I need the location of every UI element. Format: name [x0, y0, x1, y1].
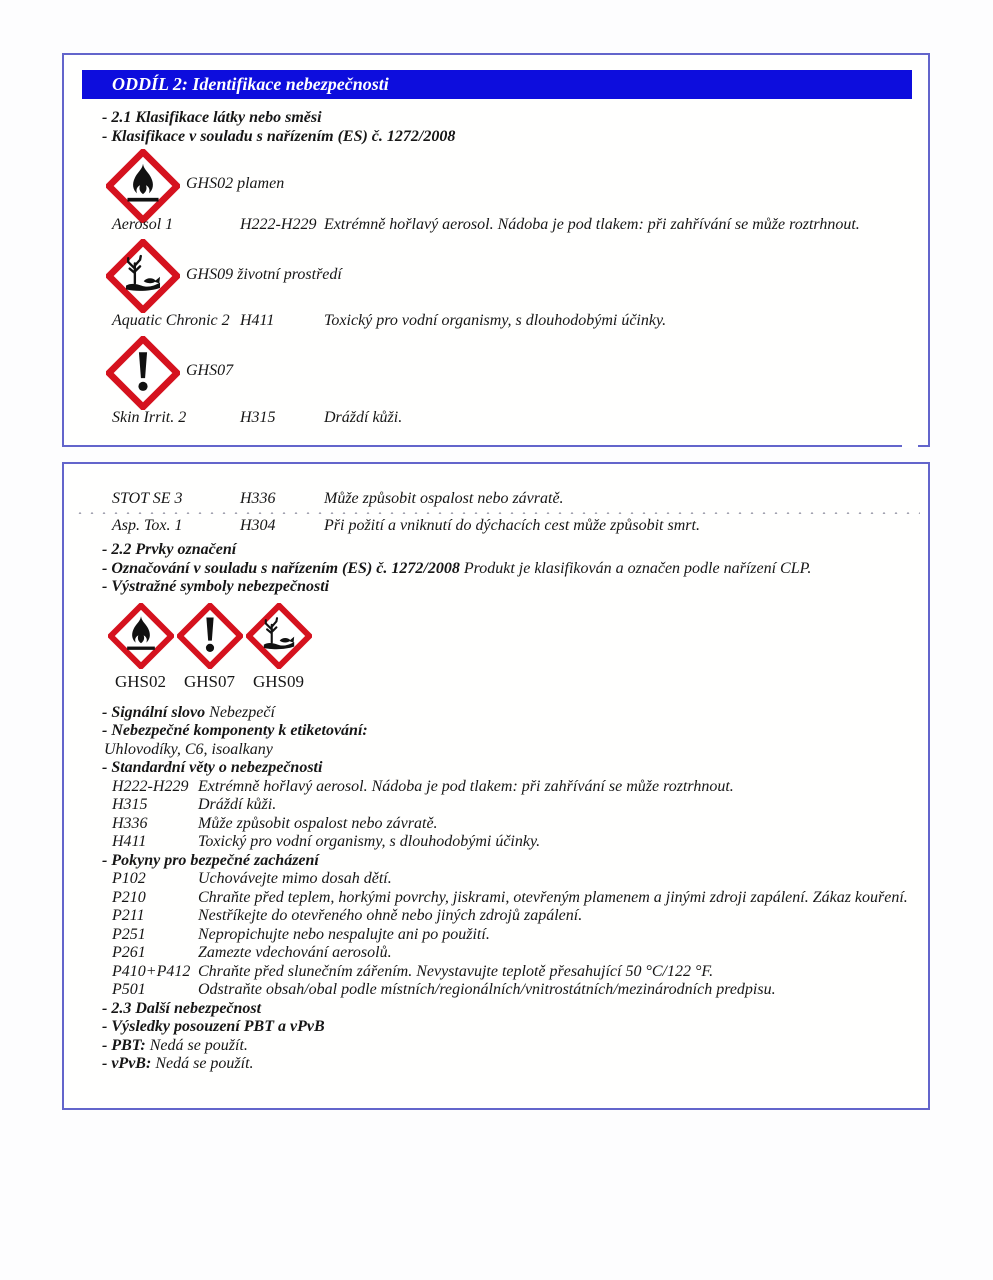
hazard-code: H336: [240, 490, 276, 507]
pictogram-cell-ghs09: [245, 603, 312, 692]
p-statement-row: [112, 889, 908, 908]
p-statement-row: [112, 907, 908, 926]
statement-code: H336: [112, 814, 148, 832]
pbt-label: - PBT:: [102, 1036, 146, 1054]
hazard-text: Může způsobit ospalost nebo závratě.: [324, 490, 564, 507]
statement-code: H315: [112, 796, 148, 813]
hazard-identification-panel-bottom: [62, 462, 930, 1110]
precautionary-statements-heading: - Pokyny pro bezpečné zacházení: [102, 851, 319, 869]
hazard-class-row-aerosol: [112, 216, 914, 235]
vpvb-value: Nedá se použít.: [155, 1055, 254, 1072]
scan-artifact-border-gap: [902, 444, 918, 448]
signal-word-value: Nebezpečí: [209, 703, 275, 721]
hazard-class-row-asp: [112, 517, 908, 536]
p-statement-row: [112, 870, 908, 889]
label-elements-heading: - 2.2 Prvky označení: [102, 541, 237, 558]
labeling-regulation-text: Produkt je klasifikován a označen podle nařízení CLP.: [463, 559, 812, 577]
statement-code: P211: [112, 907, 145, 924]
statement-text: Nestříkejte do otevřeného ohně nebo jiných zdrojů zapálení.: [198, 907, 583, 924]
statement-text: Odstraňte obsah/obal podle místních/regionálních/vnitrostátních/mezinárodních predpisu.: [198, 981, 776, 998]
statement-text: Dráždí kůži.: [198, 796, 277, 813]
statement-code: H222-H229: [112, 777, 189, 795]
p-statement-row: [112, 944, 908, 963]
hazard-code: H222-H229: [240, 216, 317, 233]
pbt-results-heading: - Výsledky posouzení PBT a vPvB: [102, 1018, 325, 1035]
pictogram-caption-ghs09: GHS09 životní prostředí: [186, 266, 342, 283]
hazard-code: H315: [240, 409, 276, 426]
hazard-text: Toxický pro vodní organismy, s dlouhodobými účinky.: [324, 312, 667, 329]
other-hazards-heading: - 2.3 Další nebezpečnost: [102, 999, 262, 1017]
h-statement-row: [112, 815, 908, 834]
section-header-bar: [82, 70, 912, 99]
h-statement-row: [112, 778, 908, 797]
hazard-text: Extrémně hořlavý aerosol. Nádoba je pod tlakem: při zahřívání se může roztrhnout.: [324, 216, 860, 233]
statement-text: Chraňte před slunečním zářením. Nevystavujte teplotě přesahující 50 °C/122 °F.: [198, 962, 714, 980]
hazard-code: H411: [240, 312, 275, 329]
statement-code: P210: [112, 888, 146, 906]
hazard-class-row-stot: [112, 490, 908, 509]
hazard-class: Aquatic Chronic 2: [112, 312, 230, 329]
statement-text: Extrémně hořlavý aerosol. Nádoba je pod tlakem: při zahřívání se může roztrhnout.: [198, 777, 734, 795]
pictogram-cell-ghs02: [107, 603, 174, 692]
ghs09-environment-icon: [245, 603, 312, 669]
pictogram-caption-ghs02: GHS02 plamen: [186, 175, 285, 192]
statement-code: P501: [112, 981, 146, 998]
signal-word-label: - Signální slovo: [102, 703, 206, 721]
vpvb-label: - vPvB:: [102, 1055, 152, 1072]
classification-regulation-heading: - Klasifikace v souladu s nařízením (ES) č. 1272/2008: [102, 128, 456, 145]
labeling-regulation-bold: - Označování v souladu s nařízením (ES) č. 1272/2008: [102, 559, 460, 577]
h-statement-row: [112, 833, 908, 852]
statement-text: Toxický pro vodní organismy, s dlouhodobými účinky.: [198, 833, 541, 850]
labeling-regulation-line: [102, 560, 908, 579]
ghs07-exclamation-icon: [176, 603, 243, 669]
pictogram-caption-ghs07: GHS07: [186, 362, 234, 379]
section-title: ODDÍL 2: Identifikace nebezpečnosti: [112, 74, 389, 94]
statement-code: P251: [112, 925, 146, 943]
pbt-value: Nedá se použít.: [149, 1036, 248, 1054]
statement-code: P102: [112, 870, 146, 887]
p-statement-row: [112, 926, 908, 945]
hazard-class: Skin Irrit. 2: [112, 409, 187, 426]
ghs09-environment-icon: [106, 239, 180, 313]
statement-text: Uchovávejte mimo dosah dětí.: [198, 870, 392, 887]
pictogram-label: GHS09: [252, 671, 304, 691]
statement-text: Chraňte před teplem, horkými povrchy, jiskrami, otevřeným plamenem a jinými zdroji zapálení. Zákaz kouření.: [198, 888, 908, 906]
hazard-class-row-skin: [112, 409, 914, 428]
hazard-text: Dráždí kůži.: [324, 409, 403, 426]
hazard-statements-heading: - Standardní věty o nebezpečnosti: [102, 759, 323, 776]
statement-code: H411: [112, 833, 147, 850]
h-statement-row: [112, 796, 908, 815]
hazard-code: H304: [240, 516, 276, 534]
statement-text: Zamezte vdechování aerosolů.: [198, 944, 392, 961]
hazard-identification-panel-top: [62, 53, 930, 447]
ghs02-flame-icon: [107, 603, 174, 669]
p-statement-row: [112, 963, 908, 982]
classification-heading: - 2.1 Klasifikace látky nebo směsi: [102, 109, 322, 126]
dangerous-components-heading: - Nebezpečné komponenty k etiketování:: [102, 722, 368, 739]
signal-word-line: [102, 704, 908, 723]
hazard-class: Aerosol 1: [112, 216, 174, 233]
pbt-line: [102, 1037, 908, 1056]
p-statement-row: [112, 981, 908, 1000]
pictogram-label: GHS02: [114, 671, 166, 691]
dotted-separator: [72, 511, 920, 514]
pictogram-label: GHS07: [183, 671, 235, 691]
statement-code: P261: [112, 944, 146, 961]
pictogram-cell-ghs07: [176, 603, 243, 692]
statement-text: Může způsobit ospalost nebo závratě.: [198, 814, 438, 832]
statement-text: Nepropichujte nebo nespalujte ani po použití.: [198, 925, 490, 943]
statement-code: P410+P412: [112, 962, 191, 980]
hazard-symbols-heading: - Výstražné symboly nebezpečnosti: [102, 578, 330, 595]
dangerous-components-value: Uhlovodíky, C6, isoalkany: [104, 740, 273, 758]
hazard-class: Asp. Tox. 1: [112, 516, 183, 534]
hazard-class-row-aquatic: [112, 312, 914, 331]
hazard-class: STOT SE 3: [112, 490, 183, 507]
ghs02-flame-icon: [106, 149, 180, 223]
ghs07-exclamation-icon: [106, 336, 180, 410]
vpvb-line: [102, 1055, 908, 1074]
pictogram-row: [107, 603, 908, 692]
hazard-text: Při požití a vniknutí do dýchacích cest může způsobit smrt.: [324, 516, 700, 534]
